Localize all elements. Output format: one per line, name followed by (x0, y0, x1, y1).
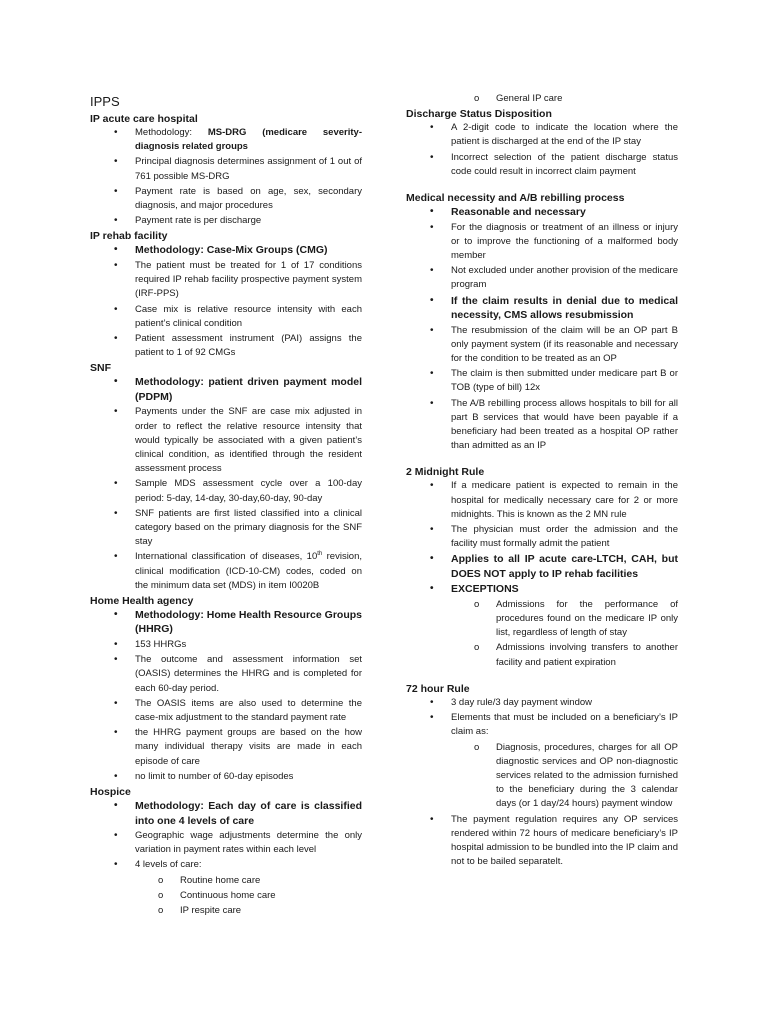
sub-list-item: o General IP care (406, 92, 678, 106)
list-ip-rehab (90, 243, 362, 360)
list-item: • SNF patients are first listed classified into a clinical category based on the primary diagnosis for the SNF stay (90, 507, 362, 550)
list-item (90, 550, 362, 593)
list-item: • 153 HHRGs (90, 638, 362, 652)
left-column (90, 92, 362, 919)
text-bold: MS-DRG (medicare severity-diagnosis related groups (135, 127, 362, 153)
list-item: • If a medicare patient is expected to remain in the hospital for medically necessary care for 2 or more midnights. This is known as the 2 MN rule (406, 479, 678, 522)
list-item: • A 2-digit code to indicate the location where the patient is discharged at the end of the IP stay (406, 121, 678, 149)
list-item: • Payments under the SNF are case mix adjusted in order to reflect the relative resource intensity that would typically be associated with a given patient’s clinical condition, as identified through the resident assessment process (90, 405, 362, 476)
list-item: • Methodology: Home Health Resource Groups (HHRG) (90, 608, 362, 637)
list-item: • the HHRG payment groups are based on the how many individual therapy visits are made in each episode of care (90, 726, 362, 769)
list-item: • The outcome and assessment information set (OASIS) determines the HHRG and is completed for each 60-day period. (90, 653, 362, 696)
list-medical-necessity (406, 205, 678, 453)
heading-home-health: Home Health agency (90, 594, 194, 607)
list-item: • 4 levels of care: (90, 858, 362, 872)
sub-list-item: o Continuous home care (90, 889, 362, 903)
superscript: th (317, 551, 323, 558)
list-item: • no limit to number of 60-day episodes (90, 770, 362, 784)
sub-list-item: o Admissions for the performance of procedures found on the medicare IP only list, regardless of length of stay (406, 598, 678, 641)
list-snf (90, 375, 362, 593)
spacer (406, 671, 678, 682)
list-item: • Payment rate is based on age, sex, secondary diagnosis, and major procedures (90, 185, 362, 213)
list-item: • Patient assessment instrument (PAI) assigns the patient to 1 of 92 CMGs (90, 332, 362, 360)
spacer (406, 180, 678, 191)
list-item: • If the claim results in denial due to medical necessity, CMS allows resubmission (406, 294, 678, 323)
list-item: • Payment rate is per discharge (90, 214, 362, 228)
list-hospice-continued (406, 92, 678, 106)
list-item: • Methodology: Each day of care is classified into one 4 levels of care (90, 799, 362, 828)
heading-two-midnight: 2 Midnight Rule (406, 466, 485, 479)
list-item: • The claim is then submitted under medicare part B or TOB (type of bill) 12x (406, 367, 678, 395)
heading-medical-necessity: Medical necessity and A/B rebilling process (406, 192, 625, 205)
list-item: • EXCEPTIONS (406, 582, 678, 597)
heading-discharge: Discharge Status Disposition (406, 108, 552, 121)
list-home-health (90, 608, 362, 784)
list-item: • Case mix is relative resource intensity with each patient’s clinical condition (90, 303, 362, 331)
sub-list-item: o Routine home care (90, 874, 362, 888)
list-item: • Geographic wage adjustments determine the only variation in payment rates within each level (90, 829, 362, 857)
text: Methodology: (135, 127, 208, 138)
list-discharge (406, 121, 678, 179)
list-item: • The resubmission of the claim will be an OP part B only payment system (if its reasonable and necessary for the condition to be treated as an OP (406, 324, 678, 367)
sub-list-item: o Diagnosis, procedures, charges for all OP diagnostic services and OP non-diagnostic services related to the admission furnished to the beneficiary during the 3 calendar days (or 1 day/24 hours) payment window (406, 741, 678, 812)
sub-list-item: o IP respite care (90, 904, 362, 918)
document-title: IPPS (90, 94, 120, 109)
heading-72-hour: 72 hour Rule (406, 682, 470, 695)
list-ip-acute (90, 126, 362, 228)
text: revision, clinical modification (ICD-10-CM) codes, coded on the minimum data set (MDS) in item I0020B (135, 551, 363, 591)
list-item: • Incorrect selection of the patient discharge status code could result in incorrect claim payment (406, 151, 678, 179)
list-item: • The payment regulation requires any OP services rendered within 72 hours of medicare beneficiary’s IP hospital admission to be bundled into the IP claim and not to be bailed separatelt. (406, 813, 678, 870)
spacer (406, 454, 678, 465)
list-item: • Not excluded under another provision of the medicare program (406, 264, 678, 292)
list-item: • For the diagnosis or treatment of an illness or injury or to improve the functioning of a malformed body member (406, 221, 678, 264)
list-item: • Elements that must be included on a beneficiary’s IP claim as: (406, 711, 678, 739)
list-item: • Methodology: Case-Mix Groups (CMG) (90, 243, 362, 258)
right-column (406, 92, 678, 870)
list-item (90, 126, 362, 154)
list-item: • Applies to all IP acute care-LTCH, CAH, but DOES NOT apply to IP rehab facilities (406, 552, 678, 581)
heading-hospice: Hospice (90, 786, 131, 799)
heading-ip-acute: IP acute care hospital (90, 113, 198, 125)
text: International classification of diseases, 10 (135, 551, 318, 563)
list-item: • Reasonable and necessary (406, 205, 678, 220)
list-item: • The physician must order the admission and the facility must formally admit the patient (406, 523, 678, 551)
list-72-hour (406, 696, 678, 869)
list-item: • The patient must be treated for 1 of 17 conditions required IP rehab facility prospective payment system (IRF-PPS) (90, 259, 362, 302)
list-hospice (90, 799, 362, 918)
list-item: • The A/B rebilling process allows hospitals to bill for all part B services that would have been payable if a beneficiary had been treated as a hospital OP rather than admitted as an IP (406, 397, 678, 454)
list-item: • Methodology: patient driven payment model (PDPM) (90, 375, 362, 404)
list-two-midnight (406, 479, 678, 670)
list-item: • Sample MDS assessment cycle over a 100-day period: 5-day, 14-day, 30-day,60-day, 90-day (90, 477, 362, 505)
list-item: • 3 day rule/3 day payment window (406, 696, 678, 710)
list-item: • The OASIS items are also used to determine the case-mix adjustment to the standard payment rate (90, 697, 362, 725)
sub-list-item: o Admissions involving transfers to another facility and patient expiration (406, 641, 678, 669)
heading-ip-rehab: IP rehab facility (90, 230, 168, 243)
list-item: • Principal diagnosis determines assignment of 1 out of 761 possible MS-DRG (90, 155, 362, 183)
heading-snf: SNF (90, 362, 111, 375)
